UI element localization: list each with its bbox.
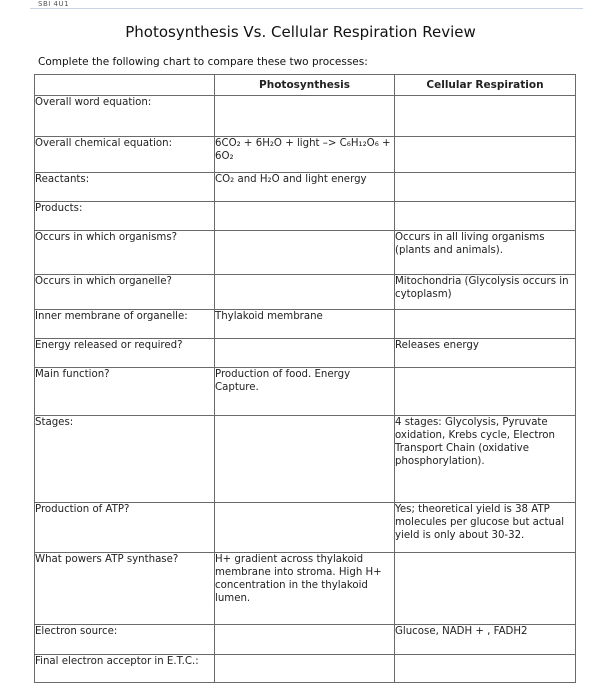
table-row [35, 339, 576, 368]
row-label: Energy released or required? [35, 339, 215, 368]
respiration-cell[interactable]: Yes; theoretical yield is 38 ATP molecules per glucose but actual yield is only about 30-32. [395, 503, 576, 553]
photosynthesis-cell[interactable] [215, 231, 395, 275]
respiration-cell[interactable]: Mitochondria (Glycolysis occurs in cytoplasm) [395, 275, 576, 310]
course-code: SBI 4U1 [38, 0, 70, 8]
respiration-cell[interactable]: 4 stages: Glycolysis, Pyruvate oxidation, Krebs cycle, Electron Transport Chain (oxidative phosphorylation). [395, 416, 576, 503]
photosynthesis-cell[interactable] [215, 96, 395, 137]
column-header-blank [35, 75, 215, 96]
respiration-cell[interactable]: Occurs in all living organisms (plants and animals). [395, 231, 576, 275]
row-label: Overall word equation: [35, 96, 215, 137]
respiration-cell[interactable] [395, 368, 576, 416]
table-row [35, 625, 576, 655]
respiration-cell[interactable] [395, 310, 576, 339]
table-row [35, 137, 576, 173]
row-label: Occurs in which organisms? [35, 231, 215, 275]
table-header-row [35, 75, 576, 96]
photosynthesis-cell[interactable]: 6CO₂ + 6H₂O + light –> C₆H₁₂O₆ + 6O₂ [215, 137, 395, 173]
instructions: Complete the following chart to compare these two processes: [38, 56, 368, 68]
row-label: Products: [35, 202, 215, 231]
row-label: Main function? [35, 368, 215, 416]
row-label: What powers ATP synthase? [35, 553, 215, 625]
row-label: Production of ATP? [35, 503, 215, 553]
row-label: Final electron acceptor in E.T.C.: [35, 655, 215, 683]
table-row [35, 416, 576, 503]
photosynthesis-cell[interactable] [215, 416, 395, 503]
photosynthesis-cell[interactable] [215, 625, 395, 655]
row-label: Inner membrane of organelle: [35, 310, 215, 339]
table-row [35, 553, 576, 625]
table-row [35, 655, 576, 683]
photosynthesis-cell[interactable] [215, 275, 395, 310]
column-header-photosynthesis: Photosynthesis [215, 75, 395, 96]
row-label: Electron source: [35, 625, 215, 655]
photosynthesis-cell[interactable] [215, 655, 395, 683]
table-row [35, 275, 576, 310]
table-row [35, 96, 576, 137]
respiration-cell[interactable] [395, 96, 576, 137]
comparison-table [34, 74, 576, 683]
row-label: Stages: [35, 416, 215, 503]
table-row [35, 368, 576, 416]
photosynthesis-cell[interactable] [215, 202, 395, 231]
respiration-cell[interactable] [395, 173, 576, 202]
page-title: Photosynthesis Vs. Cellular Respiration Review [125, 23, 476, 41]
photosynthesis-cell[interactable]: Production of food. Energy Capture. [215, 368, 395, 416]
photosynthesis-cell[interactable] [215, 503, 395, 553]
row-label: Occurs in which organelle? [35, 275, 215, 310]
respiration-cell[interactable]: Releases energy [395, 339, 576, 368]
table-row [35, 503, 576, 553]
photosynthesis-cell[interactable]: Thylakoid membrane [215, 310, 395, 339]
respiration-cell[interactable]: Glucose, NADH + , FADH2 [395, 625, 576, 655]
photosynthesis-cell[interactable]: CO₂ and H₂O and light energy [215, 173, 395, 202]
respiration-cell[interactable] [395, 655, 576, 683]
respiration-cell[interactable] [395, 202, 576, 231]
photosynthesis-cell[interactable] [215, 339, 395, 368]
table-row [35, 231, 576, 275]
header-divider [30, 8, 583, 9]
row-label: Reactants: [35, 173, 215, 202]
table-row [35, 310, 576, 339]
respiration-cell[interactable] [395, 553, 576, 625]
respiration-cell[interactable] [395, 137, 576, 173]
row-label: Overall chemical equation: [35, 137, 215, 173]
photosynthesis-cell[interactable]: H+ gradient across thylakoid membrane into stroma. High H+ concentration in the thylakoid lumen. [215, 553, 395, 625]
table-row [35, 202, 576, 231]
column-header-respiration: Cellular Respiration [395, 75, 576, 96]
table-row [35, 173, 576, 202]
